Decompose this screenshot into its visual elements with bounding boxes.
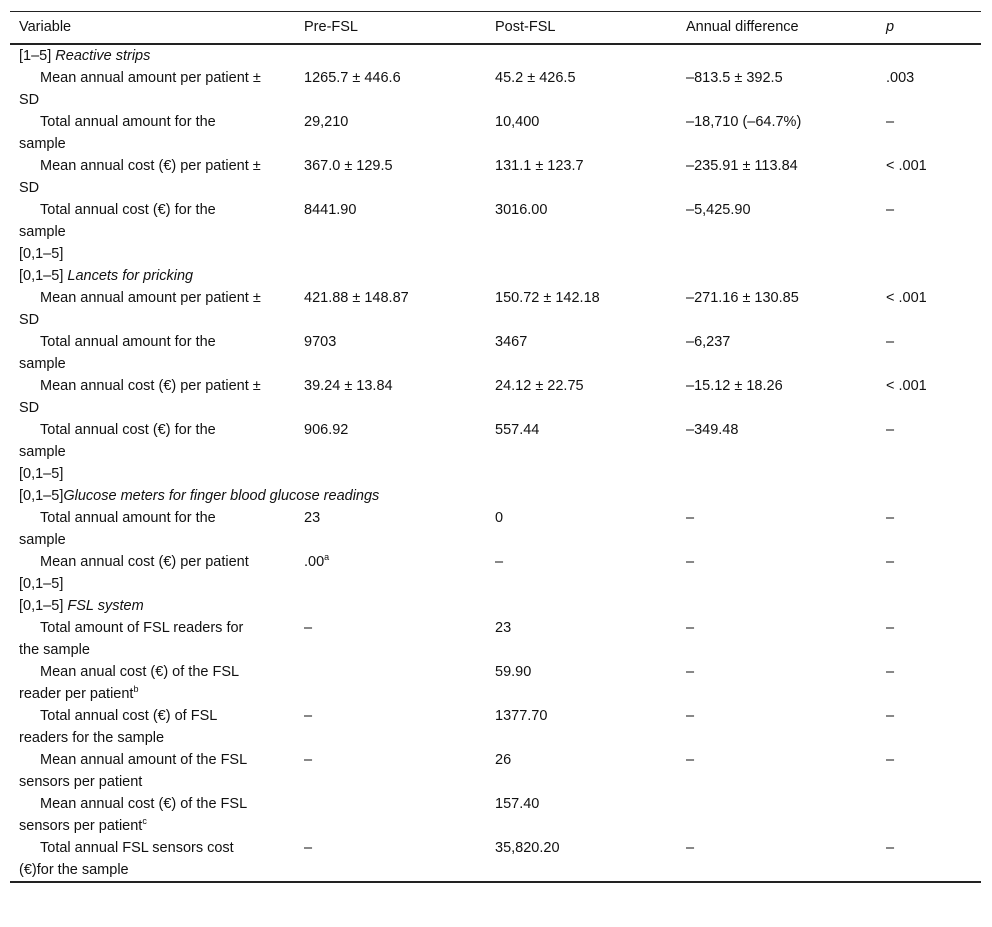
variable-cell: [10, 111, 295, 155]
variable-label: Mean anual cost (€) of the FSL reader per patient: [19, 664, 239, 702]
p-value-cell: [877, 507, 981, 551]
difference-cell: [677, 837, 877, 882]
post-fsl-cell: [486, 111, 677, 155]
table-row: [10, 705, 981, 749]
post-fsl-cell: [486, 375, 677, 419]
section-prefix: [1–5]: [19, 48, 56, 64]
difference-cell-value: –: [686, 840, 695, 856]
difference-cell-value: –: [686, 752, 695, 768]
pre-fsl-cell: [295, 551, 486, 573]
pre-fsl-cell: [295, 793, 486, 837]
post-fsl-cell: [486, 749, 677, 793]
post-fsl-cell: [486, 419, 677, 463]
variable-cell: [10, 793, 295, 837]
pre-fsl-cell-value: 39.24 ± 13.84: [304, 378, 393, 394]
post-fsl-cell-value: 24.12 ± 22.75: [495, 378, 584, 394]
pre-fsl-cell-value: 8441.90: [304, 202, 357, 218]
variable-label: Total annual FSL sensors cost (€)for the sample: [19, 840, 234, 878]
pre-fsl-cell-value: 29,210: [304, 114, 349, 130]
difference-cell-value: –15.12 ± 18.26: [686, 378, 783, 394]
section-title: Reactive strips: [55, 48, 151, 64]
pre-fsl-cell: [295, 705, 486, 749]
post-fsl-cell: [486, 661, 677, 705]
cost-table: [10, 11, 981, 883]
spacer-row: [10, 573, 981, 595]
p-value-cell: [877, 199, 981, 243]
difference-cell: [677, 749, 877, 793]
difference-cell: [677, 287, 877, 331]
p-value-cell: [877, 837, 981, 882]
p-value-cell: [877, 551, 981, 573]
section-prefix: [0,1–5]: [19, 268, 68, 284]
variable-cell: [10, 837, 295, 882]
table-row: [10, 199, 981, 243]
p-value-cell-value: < .001: [886, 378, 927, 394]
footnote-marker: b: [133, 684, 139, 695]
post-fsl-cell: [486, 705, 677, 749]
post-fsl-cell-value: 26: [495, 752, 512, 768]
p-value-cell: [877, 419, 981, 463]
pre-fsl-cell: [295, 331, 486, 375]
section-row: [10, 265, 981, 287]
difference-cell: [677, 793, 877, 837]
difference-cell-value: –: [686, 664, 695, 680]
header-p-value: p: [877, 12, 981, 45]
post-fsl-cell-value: 45.2 ± 426.5: [495, 70, 576, 86]
table-row: [10, 155, 981, 199]
p-value-cell: [877, 67, 981, 111]
variable-cell: [10, 661, 295, 705]
post-fsl-cell-value: 3467: [495, 334, 528, 350]
post-fsl-cell-value: 1377.70: [495, 708, 548, 724]
p-value-cell: [877, 111, 981, 155]
table-row: [10, 507, 981, 551]
spacer-cell: [0,1–5]: [19, 576, 64, 592]
post-fsl-cell-value: 10,400: [495, 114, 540, 130]
section-row: [10, 485, 981, 507]
difference-cell-value: –6,237: [686, 334, 731, 350]
table-row: [10, 837, 981, 882]
spacer-cell: [0,1–5]: [19, 466, 64, 482]
pre-fsl-cell-value: –: [304, 752, 313, 768]
post-fsl-cell-value: 131.1 ± 123.7: [495, 158, 584, 174]
p-value-cell-value: < .001: [886, 290, 927, 306]
difference-cell: [677, 111, 877, 155]
post-fsl-cell: [486, 617, 677, 661]
variable-cell: [10, 331, 295, 375]
post-fsl-cell: [486, 793, 677, 837]
section-row: [10, 595, 981, 617]
variable-label: Mean annual amount of the FSL sensors per patient: [19, 752, 247, 790]
p-value-cell-value: –: [886, 554, 895, 570]
pre-fsl-cell-value: –: [304, 620, 313, 636]
difference-cell-value: –: [686, 620, 695, 636]
section-prefix: [0,1–5]: [19, 598, 68, 614]
table-row: [10, 287, 981, 331]
variable-cell: [10, 287, 295, 331]
difference-cell-value: –271.16 ± 130.85: [686, 290, 799, 306]
variable-cell: [10, 199, 295, 243]
post-fsl-cell: [486, 199, 677, 243]
section-prefix: [0,1–5]: [19, 488, 64, 504]
difference-cell-value: –: [686, 708, 695, 724]
post-fsl-cell-value: 557.44: [495, 422, 540, 438]
variable-cell: [10, 551, 295, 573]
section-cell: [10, 485, 981, 507]
table-row: [10, 331, 981, 375]
difference-cell-value: –813.5 ± 392.5: [686, 70, 783, 86]
post-fsl-cell: [486, 507, 677, 551]
difference-cell-value: –235.91 ± 113.84: [686, 158, 798, 174]
variable-cell: [10, 375, 295, 419]
pre-fsl-cell: [295, 617, 486, 661]
pre-fsl-cell: [295, 419, 486, 463]
p-value-cell-value: –: [886, 752, 895, 768]
post-fsl-cell-value: 0: [495, 510, 504, 526]
difference-cell: [677, 661, 877, 705]
difference-cell: [677, 375, 877, 419]
p-value-cell: [877, 793, 981, 837]
table-row: [10, 111, 981, 155]
variable-label: Total annual cost (€) for the sample: [19, 422, 216, 460]
header-post-fsl: Post-FSL: [486, 12, 677, 45]
post-fsl-cell-value: 23: [495, 620, 512, 636]
p-value-cell-value: –: [886, 202, 895, 218]
variable-label: Total annual amount for the sample: [19, 114, 216, 152]
pre-fsl-cell-value: 23: [304, 510, 321, 526]
table-row: [10, 551, 981, 573]
post-fsl-cell-value: –: [495, 554, 504, 570]
p-value-cell-value: –: [886, 620, 895, 636]
section-cell: [10, 44, 981, 67]
variable-label: Mean annual cost (€) of the FSL sensors per patient: [19, 796, 247, 834]
table-row: [10, 375, 981, 419]
difference-cell-value: –: [686, 510, 695, 526]
post-fsl-cell: [486, 155, 677, 199]
variable-cell: [10, 155, 295, 199]
table-row: [10, 793, 981, 837]
pre-fsl-cell-value: 9703: [304, 334, 337, 350]
p-value-cell-value: –: [886, 334, 895, 350]
header-annual-difference: Annual difference: [677, 12, 877, 45]
table-row: [10, 617, 981, 661]
post-fsl-cell-value: 35,820.20: [495, 840, 560, 856]
pre-fsl-cell: [295, 67, 486, 111]
variable-cell: [10, 67, 295, 111]
spacer-cell: [0,1–5]: [19, 246, 64, 262]
difference-cell-value: –5,425.90: [686, 202, 751, 218]
section-row: [10, 44, 981, 67]
pre-fsl-cell-value: 1265.7 ± 446.6: [304, 70, 401, 86]
variable-label: Total annual cost (€) for the sample: [19, 202, 216, 240]
table-row: [10, 67, 981, 111]
p-value-cell-value: –: [886, 510, 895, 526]
pre-fsl-cell: [295, 837, 486, 882]
post-fsl-cell: [486, 837, 677, 882]
post-fsl-cell-value: 150.72 ± 142.18: [495, 290, 600, 306]
post-fsl-cell-value: 59.90: [495, 664, 532, 680]
variable-cell: [10, 617, 295, 661]
p-value-cell-value: –: [886, 422, 895, 438]
variable-cell: [10, 705, 295, 749]
table-body: [10, 44, 981, 882]
p-value-cell-value: –: [886, 664, 895, 680]
spacer-row: [10, 243, 981, 265]
section-title: Glucose meters for finger blood glucose readings: [63, 488, 380, 504]
post-fsl-cell-value: 157.40: [495, 796, 540, 812]
pre-fsl-cell: [295, 749, 486, 793]
post-fsl-cell: [486, 551, 677, 573]
p-value-cell: [877, 617, 981, 661]
variable-cell: [10, 749, 295, 793]
variable-label: Total amount of FSL readers for the sample: [19, 620, 244, 658]
pre-fsl-cell: [295, 111, 486, 155]
post-fsl-cell: [486, 67, 677, 111]
p-value-cell: [877, 749, 981, 793]
header-variable: Variable: [10, 12, 295, 45]
variable-cell: [10, 419, 295, 463]
variable-label: Total annual amount for the sample: [19, 334, 216, 372]
p-value-cell: [877, 661, 981, 705]
difference-cell-value: –18,710 (–64.7%): [686, 114, 802, 130]
difference-cell: [677, 199, 877, 243]
pre-fsl-cell: [295, 199, 486, 243]
section-cell: [10, 265, 981, 287]
difference-cell: [677, 705, 877, 749]
table-row: [10, 661, 981, 705]
p-value-cell-value: –: [886, 708, 895, 724]
table-row: [10, 419, 981, 463]
pre-fsl-cell: [295, 507, 486, 551]
spacer-row: [10, 463, 981, 485]
difference-cell-value: –: [686, 554, 695, 570]
pre-fsl-cell: [295, 661, 486, 705]
table-header-row: [10, 12, 981, 45]
difference-cell: [677, 419, 877, 463]
post-fsl-cell: [486, 287, 677, 331]
post-fsl-cell-value: 3016.00: [495, 202, 548, 218]
pre-fsl-cell: [295, 287, 486, 331]
pre-fsl-cell-value: 367.0 ± 129.5: [304, 158, 393, 174]
difference-cell: [677, 617, 877, 661]
pre-fsl-cell-value: –: [304, 708, 313, 724]
p-value-cell: [877, 287, 981, 331]
variable-label: Total annual amount for the sample: [19, 510, 216, 548]
difference-cell: [677, 155, 877, 199]
variable-label: Mean annual cost (€) per patient: [40, 554, 249, 570]
difference-cell: [677, 67, 877, 111]
p-value-cell: [877, 375, 981, 419]
variable-label: Mean annual cost (€) per patient ± SD: [19, 378, 261, 416]
p-value-cell: [877, 155, 981, 199]
pre-fsl-cell: [295, 375, 486, 419]
section-title: Lancets for pricking: [67, 268, 194, 284]
post-fsl-cell: [486, 331, 677, 375]
header-pre-fsl: Pre-FSL: [295, 12, 486, 45]
difference-cell: [677, 551, 877, 573]
p-value-cell-value: –: [886, 840, 895, 856]
p-value-cell-value: .003: [886, 70, 915, 86]
pre-fsl-cell-value: .00: [304, 554, 325, 570]
difference-cell: [677, 507, 877, 551]
variable-cell: [10, 507, 295, 551]
footnote-marker: a: [324, 552, 330, 563]
p-value-cell-value: –: [886, 114, 895, 130]
pre-fsl-cell: [295, 155, 486, 199]
variable-label: Mean annual cost (€) per patient ± SD: [19, 158, 261, 196]
footnote-marker: c: [142, 816, 147, 827]
section-cell: [10, 595, 981, 617]
p-value-cell-value: < .001: [886, 158, 927, 174]
difference-cell: [677, 331, 877, 375]
p-value-cell: [877, 705, 981, 749]
pre-fsl-cell-value: 421.88 ± 148.87: [304, 290, 409, 306]
table-row: [10, 749, 981, 793]
difference-cell-value: –349.48: [686, 422, 739, 438]
variable-label: Mean annual amount per patient ± SD: [19, 290, 261, 328]
variable-label: Mean annual amount per patient ± SD: [19, 70, 261, 108]
variable-label: Total annual cost (€) of FSL readers for the sample: [19, 708, 217, 746]
section-title: FSL system: [67, 598, 144, 614]
p-value-cell: [877, 331, 981, 375]
pre-fsl-cell-value: –: [304, 840, 313, 856]
pre-fsl-cell-value: 906.92: [304, 422, 349, 438]
